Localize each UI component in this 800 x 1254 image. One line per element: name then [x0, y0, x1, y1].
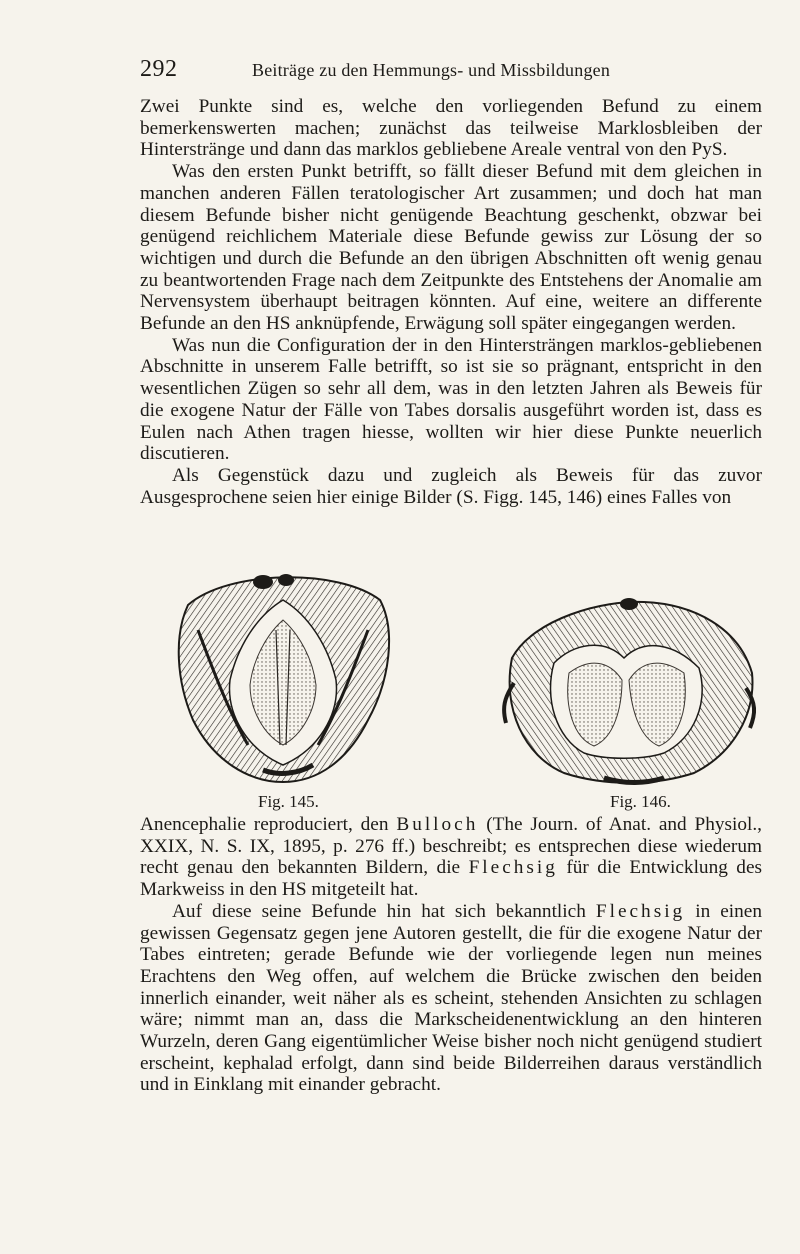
paragraph: Was den ersten Punkt betrifft, so fällt dieser Befund mit dem gleichen in manchen anderen Fällen teratologischer Art zusammen; und doch hat man diesem Befunde bisher nicht genügende Beachtung geschenkt, obzwar bei genügend reichlichem Materiale diese Befunde gewiss zur Lösung der so wichtigen und durch die Befunde an den übrigen Abschnitten oft wenig genau zu beantwortenden Frage nach dem Zeitpunkte des Entstehens der Anomalie am Nervensystem überhaupt beitragen könnten. Auf eine, weitere an differente Befunde an den HS anknüpfende, Erwägung soll später eingegangen werden. [140, 161, 762, 335]
text-run: Anencephalie reproduciert, den [140, 814, 397, 835]
text-block-bottom [140, 814, 762, 1096]
paragraph: Als Gegenstück dazu und zugleich als Beweis für das zuvor Ausgesprochene seien hier einige Bilder (S. Figg. 145, 146) eines Falles von [140, 464, 762, 508]
running-head: Beiträge zu den Hemmungs- und Missbildungen [252, 60, 611, 80]
text-run: (The Journ. of Anat. and Physiol., XXIX, N. S. IX, 1895, p. 276 ff.) beschreibt; es entsprechen diese wiederum recht genau den bekannten Bildern, die [140, 814, 762, 879]
page-header [140, 56, 700, 86]
text-block-top [140, 96, 762, 508]
paragraph [140, 901, 762, 1096]
text-run: für die Entwicklung des Markweiss in den HS mitgeteilt hat. [140, 857, 763, 901]
text-run: Auf diese seine Befunde hin hat sich bekanntlich [172, 900, 596, 922]
figure-146-caption: Fig. 146. [610, 792, 671, 811]
author-name: Bulloch [396, 814, 479, 835]
figure-145-caption: Fig. 145. [258, 792, 319, 811]
figure-146-illustration [494, 588, 764, 788]
page-number: 292 [140, 56, 178, 82]
paragraph: Was nun die Configuration der in den Hintersträngen marklos-gebliebenen Abschnitte in unserem Falle betrifft, so ist sie so prägnant, entspricht in den wesentlichen Zügen so sehr all dem, was in den letzten Jahren als Beweis für die exogene Natur der Fälle von Tabes dorsalis ausgeführt worden ist, dass es Eulen nach Athen tragen hiesse, wollten wir hier diese Punkte neuerlich discutieren. [140, 334, 762, 465]
paragraph: Zwei Punkte sind es, welche den vorliegenden Befund zu einem bemerkenswerten machen; zunächst das teilweise Marklosbleiben der Hinterstränge und dann das marklos gebliebene Areale ventral von den PyS. [140, 96, 762, 161]
text-run: in einen gewissen Gegensatz gegen jene Autoren gestellt, die für die exogene Natur der Tabes eintreten; gerade Befunde wie der vorliegende legen nun meines Erachtens den Weg offen, auf welchem die Brücke zwischen den beiden innerlich einander, weit näher als es scheint, stehenden Ansichten zu schlagen wäre; nimmt man an, dass die Markscheidenentwicklung an den hinteren Wurzeln, deren Gang eigentümlicher Weise bisher noch nicht genügend studiert erscheint, kephalad erfolgt, dann sind beide Bilderreihen daraus verständlich und in Einklang mit einander gebracht. [140, 900, 762, 1096]
author-name: Flechsig [468, 857, 558, 879]
paragraph [140, 814, 762, 901]
author-name: Flechsig [595, 900, 686, 922]
figure-145-illustration [168, 560, 398, 790]
